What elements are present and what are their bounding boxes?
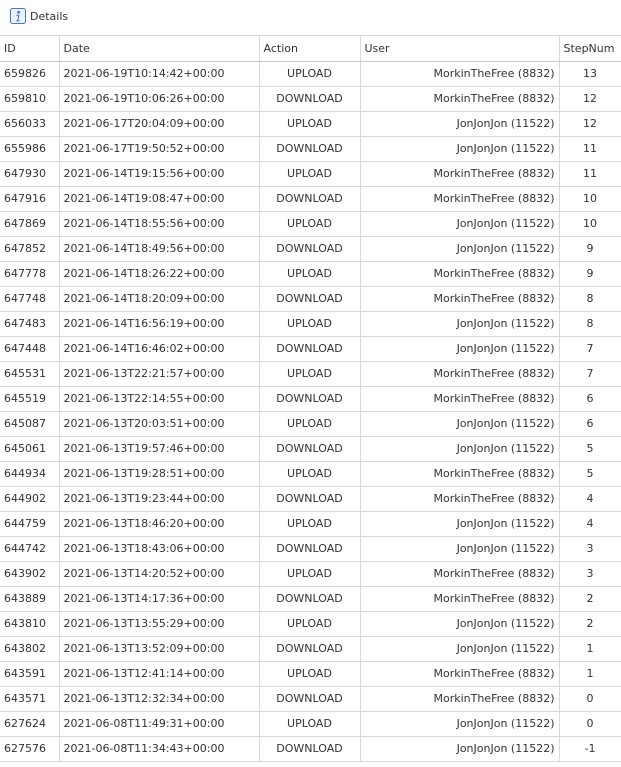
cell-id: 647748: [0, 286, 59, 311]
cell-date: 2021-06-13T12:32:34+00:00: [59, 686, 259, 711]
cell-date: 2021-06-14T19:08:47+00:00: [59, 186, 259, 211]
cell-action: UPLOAD: [259, 111, 360, 136]
table-row[interactable]: [0, 411, 621, 436]
cell-user: JonJonJon (11522): [360, 211, 559, 236]
cell-id: 659810: [0, 86, 59, 111]
cell-date: 2021-06-14T18:20:09+00:00: [59, 286, 259, 311]
cell-date: 2021-06-14T18:49:56+00:00: [59, 236, 259, 261]
table-row[interactable]: [0, 461, 621, 486]
cell-stepnum: 11: [559, 136, 621, 161]
cell-stepnum: 7: [559, 336, 621, 361]
cell-stepnum: 10: [559, 211, 621, 236]
cell-stepnum: 4: [559, 511, 621, 536]
column-header-action[interactable]: Action: [259, 36, 360, 61]
cell-stepnum: 8: [559, 311, 621, 336]
details-table: [0, 36, 621, 762]
details-title: Details: [30, 10, 69, 23]
cell-id: 643889: [0, 586, 59, 611]
cell-id: 647869: [0, 211, 59, 236]
cell-user: JonJonJon (11522): [360, 111, 559, 136]
table-row[interactable]: [0, 736, 621, 761]
cell-user: JonJonJon (11522): [360, 136, 559, 161]
cell-id: 659826: [0, 61, 59, 86]
cell-user: MorkinTheFree (8832): [360, 686, 559, 711]
cell-stepnum: 6: [559, 386, 621, 411]
cell-stepnum: 3: [559, 536, 621, 561]
cell-date: 2021-06-08T11:34:43+00:00: [59, 736, 259, 761]
cell-user: JonJonJon (11522): [360, 611, 559, 636]
table-row[interactable]: [0, 186, 621, 211]
cell-id: 647852: [0, 236, 59, 261]
cell-id: 643591: [0, 661, 59, 686]
cell-id: 645087: [0, 411, 59, 436]
table-row[interactable]: [0, 536, 621, 561]
cell-id: 643902: [0, 561, 59, 586]
cell-stepnum: 7: [559, 361, 621, 386]
cell-stepnum: 2: [559, 611, 621, 636]
cell-user: MorkinTheFree (8832): [360, 561, 559, 586]
cell-id: 644934: [0, 461, 59, 486]
cell-date: 2021-06-17T19:50:52+00:00: [59, 136, 259, 161]
table-row[interactable]: [0, 136, 621, 161]
cell-action: DOWNLOAD: [259, 336, 360, 361]
cell-action: DOWNLOAD: [259, 186, 360, 211]
cell-id: 645531: [0, 361, 59, 386]
cell-stepnum: 1: [559, 661, 621, 686]
cell-date: 2021-06-13T19:28:51+00:00: [59, 461, 259, 486]
cell-user: JonJonJon (11522): [360, 311, 559, 336]
cell-user: JonJonJon (11522): [360, 736, 559, 761]
cell-stepnum: -1: [559, 736, 621, 761]
table-row[interactable]: [0, 361, 621, 386]
table-row[interactable]: [0, 61, 621, 86]
cell-action: DOWNLOAD: [259, 536, 360, 561]
cell-user: MorkinTheFree (8832): [360, 261, 559, 286]
cell-action: DOWNLOAD: [259, 136, 360, 161]
cell-stepnum: 2: [559, 586, 621, 611]
cell-id: 647916: [0, 186, 59, 211]
cell-stepnum: 6: [559, 411, 621, 436]
cell-user: MorkinTheFree (8832): [360, 386, 559, 411]
cell-stepnum: 0: [559, 686, 621, 711]
table-row[interactable]: [0, 686, 621, 711]
cell-action: UPLOAD: [259, 261, 360, 286]
table-row[interactable]: [0, 436, 621, 461]
table-row[interactable]: [0, 236, 621, 261]
cell-user: JonJonJon (11522): [360, 436, 559, 461]
cell-user: MorkinTheFree (8832): [360, 286, 559, 311]
cell-id: 644742: [0, 536, 59, 561]
table-header-row: [0, 36, 621, 61]
cell-user: JonJonJon (11522): [360, 236, 559, 261]
cell-id: 627576: [0, 736, 59, 761]
cell-date: 2021-06-13T18:43:06+00:00: [59, 536, 259, 561]
cell-stepnum: 4: [559, 486, 621, 511]
table-row[interactable]: [0, 111, 621, 136]
cell-id: 647778: [0, 261, 59, 286]
cell-id: 643810: [0, 611, 59, 636]
cell-action: UPLOAD: [259, 611, 360, 636]
cell-action: DOWNLOAD: [259, 736, 360, 761]
table-row[interactable]: [0, 286, 621, 311]
cell-action: DOWNLOAD: [259, 86, 360, 111]
table-row[interactable]: [0, 486, 621, 511]
cell-action: UPLOAD: [259, 411, 360, 436]
cell-date: 2021-06-13T20:03:51+00:00: [59, 411, 259, 436]
cell-date: 2021-06-14T16:46:02+00:00: [59, 336, 259, 361]
table-row[interactable]: [0, 511, 621, 536]
info-icon: [10, 8, 26, 24]
cell-date: 2021-06-13T22:14:55+00:00: [59, 386, 259, 411]
cell-date: 2021-06-13T12:41:14+00:00: [59, 661, 259, 686]
table-row[interactable]: [0, 386, 621, 411]
cell-user: MorkinTheFree (8832): [360, 86, 559, 111]
cell-date: 2021-06-08T11:49:31+00:00: [59, 711, 259, 736]
cell-action: DOWNLOAD: [259, 286, 360, 311]
cell-date: 2021-06-19T10:14:42+00:00: [59, 61, 259, 86]
cell-action: UPLOAD: [259, 711, 360, 736]
cell-stepnum: 3: [559, 561, 621, 586]
cell-date: 2021-06-13T19:57:46+00:00: [59, 436, 259, 461]
cell-action: UPLOAD: [259, 511, 360, 536]
cell-date: 2021-06-19T10:06:26+00:00: [59, 86, 259, 111]
table-body: [0, 61, 621, 761]
cell-user: JonJonJon (11522): [360, 511, 559, 536]
cell-user: JonJonJon (11522): [360, 711, 559, 736]
cell-user: JonJonJon (11522): [360, 411, 559, 436]
cell-id: 655986: [0, 136, 59, 161]
column-header-id[interactable]: ID: [0, 36, 59, 61]
cell-stepnum: 10: [559, 186, 621, 211]
cell-id: 643802: [0, 636, 59, 661]
table-row[interactable]: [0, 86, 621, 111]
cell-id: 643571: [0, 686, 59, 711]
table-row[interactable]: [0, 561, 621, 586]
details-header: [0, 0, 621, 36]
cell-stepnum: 1: [559, 636, 621, 661]
table-row[interactable]: [0, 261, 621, 286]
column-header-user[interactable]: User: [360, 36, 559, 61]
table-row[interactable]: [0, 311, 621, 336]
cell-id: 647483: [0, 311, 59, 336]
cell-user: MorkinTheFree (8832): [360, 461, 559, 486]
cell-date: 2021-06-14T18:55:56+00:00: [59, 211, 259, 236]
cell-id: 627624: [0, 711, 59, 736]
table-row[interactable]: [0, 636, 621, 661]
cell-stepnum: 8: [559, 286, 621, 311]
cell-action: UPLOAD: [259, 61, 360, 86]
cell-user: JonJonJon (11522): [360, 536, 559, 561]
table-row[interactable]: [0, 711, 621, 736]
cell-action: UPLOAD: [259, 461, 360, 486]
table-row[interactable]: [0, 161, 621, 186]
cell-date: 2021-06-13T13:55:29+00:00: [59, 611, 259, 636]
table-row[interactable]: [0, 336, 621, 361]
cell-date: 2021-06-13T14:17:36+00:00: [59, 586, 259, 611]
cell-action: DOWNLOAD: [259, 636, 360, 661]
cell-action: DOWNLOAD: [259, 236, 360, 261]
cell-stepnum: 5: [559, 461, 621, 486]
cell-action: DOWNLOAD: [259, 486, 360, 511]
table-row[interactable]: [0, 661, 621, 686]
table-row[interactable]: [0, 211, 621, 236]
cell-id: 645061: [0, 436, 59, 461]
cell-action: UPLOAD: [259, 361, 360, 386]
cell-stepnum: 9: [559, 261, 621, 286]
cell-action: UPLOAD: [259, 161, 360, 186]
cell-user: MorkinTheFree (8832): [360, 586, 559, 611]
cell-action: DOWNLOAD: [259, 586, 360, 611]
cell-id: 647448: [0, 336, 59, 361]
cell-stepnum: 0: [559, 711, 621, 736]
cell-user: JonJonJon (11522): [360, 636, 559, 661]
cell-user: JonJonJon (11522): [360, 336, 559, 361]
cell-action: UPLOAD: [259, 661, 360, 686]
cell-id: 644902: [0, 486, 59, 511]
cell-action: DOWNLOAD: [259, 686, 360, 711]
cell-user: MorkinTheFree (8832): [360, 61, 559, 86]
cell-stepnum: 13: [559, 61, 621, 86]
cell-stepnum: 11: [559, 161, 621, 186]
cell-stepnum: 12: [559, 111, 621, 136]
cell-user: MorkinTheFree (8832): [360, 661, 559, 686]
cell-date: 2021-06-13T14:20:52+00:00: [59, 561, 259, 586]
cell-id: 645519: [0, 386, 59, 411]
table-row[interactable]: [0, 586, 621, 611]
cell-action: UPLOAD: [259, 211, 360, 236]
cell-date: 2021-06-14T16:56:19+00:00: [59, 311, 259, 336]
cell-id: 644759: [0, 511, 59, 536]
cell-action: UPLOAD: [259, 311, 360, 336]
cell-stepnum: 9: [559, 236, 621, 261]
cell-date: 2021-06-13T22:21:57+00:00: [59, 361, 259, 386]
cell-user: MorkinTheFree (8832): [360, 486, 559, 511]
cell-user: MorkinTheFree (8832): [360, 361, 559, 386]
column-header-stepnum[interactable]: StepNum: [559, 36, 621, 61]
cell-date: 2021-06-13T19:23:44+00:00: [59, 486, 259, 511]
cell-date: 2021-06-13T13:52:09+00:00: [59, 636, 259, 661]
cell-stepnum: 5: [559, 436, 621, 461]
cell-date: 2021-06-13T18:46:20+00:00: [59, 511, 259, 536]
cell-date: 2021-06-14T18:26:22+00:00: [59, 261, 259, 286]
cell-action: DOWNLOAD: [259, 436, 360, 461]
cell-id: 656033: [0, 111, 59, 136]
column-header-date[interactable]: Date: [59, 36, 259, 61]
cell-action: DOWNLOAD: [259, 386, 360, 411]
cell-user: MorkinTheFree (8832): [360, 186, 559, 211]
cell-date: 2021-06-14T19:15:56+00:00: [59, 161, 259, 186]
table-row[interactable]: [0, 611, 621, 636]
cell-id: 647930: [0, 161, 59, 186]
cell-date: 2021-06-17T20:04:09+00:00: [59, 111, 259, 136]
cell-action: UPLOAD: [259, 561, 360, 586]
cell-stepnum: 12: [559, 86, 621, 111]
cell-user: MorkinTheFree (8832): [360, 161, 559, 186]
